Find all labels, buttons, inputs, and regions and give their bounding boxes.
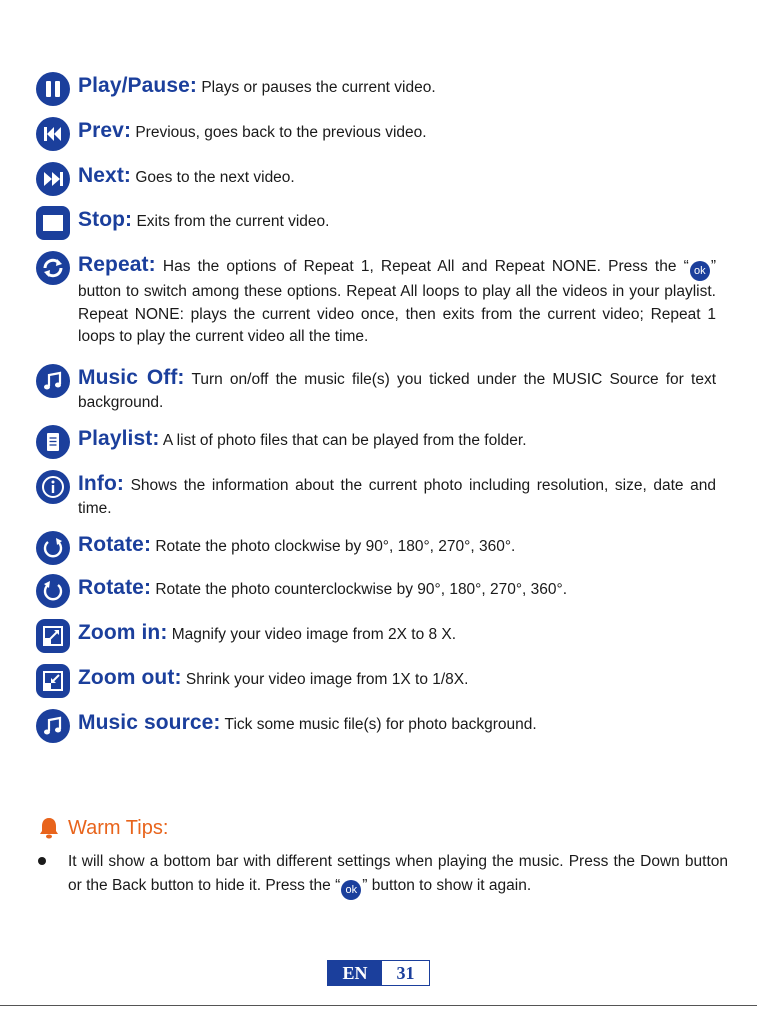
description: Goes to the next video.: [135, 169, 295, 186]
item-rotate-counterclockwise: [36, 574, 716, 602]
term: Stop:: [78, 208, 133, 231]
next-icon: [36, 162, 70, 196]
repeat-icon: [36, 251, 70, 285]
page-footer: [327, 960, 430, 986]
term: Music source:: [78, 711, 221, 734]
warm-tips-title: Warm Tips:: [68, 816, 169, 839]
term: Playlist:: [78, 427, 160, 450]
ok-button-icon: ok: [690, 261, 710, 281]
item-info: [36, 470, 716, 520]
description: Shrink your video image from 1X to 1/8X.: [185, 671, 469, 688]
term: Zoom in:: [78, 621, 168, 644]
info-icon: [36, 470, 70, 504]
playlist-icon: [36, 425, 70, 459]
term: Repeat:: [78, 253, 156, 276]
description: [78, 258, 716, 345]
description: Magnify your video image from 2X to 8 X.: [171, 626, 457, 643]
term: Next:: [78, 164, 132, 187]
music-off-icon: [36, 364, 70, 398]
item-prev: [36, 117, 716, 145]
rotate-ccw-icon: [36, 574, 70, 608]
description: Rotate the photo clockwise by 90°, 180°, 270°, 360°.: [155, 538, 516, 555]
item-next: [36, 162, 716, 190]
item-play-pause: [36, 72, 716, 100]
item-music-off: [36, 364, 716, 414]
bullet: [38, 857, 46, 865]
description: Tick some music file(s) for photo background.: [224, 716, 537, 733]
item-zoom-out: [36, 664, 716, 692]
term: Rotate:: [78, 533, 152, 556]
description: Plays or pauses the current video.: [201, 79, 436, 96]
zoom-out-icon: [36, 664, 70, 698]
bell-icon: [38, 816, 60, 840]
description: Exits from the current video.: [136, 213, 330, 230]
prev-icon: [36, 117, 70, 151]
description: Rotate the photo counterclockwise by 90°, 180°, 270°, 360°.: [155, 581, 568, 598]
item-repeat: [36, 251, 716, 349]
description-part: Has the options of Repeat 1, Repeat All and Repeat NONE. Press the “: [162, 258, 689, 275]
description: Previous, goes back to the previous video.: [135, 124, 427, 141]
music-source-icon: [36, 709, 70, 743]
item-zoom-in: [36, 619, 716, 647]
warm-tips-heading: [38, 816, 168, 840]
item-rotate-clockwise: [36, 531, 716, 559]
warm-tips-body: [38, 850, 728, 900]
language-label: EN: [328, 961, 382, 985]
term: Info:: [78, 472, 124, 495]
zoom-in-icon: [36, 619, 70, 653]
term: Play/Pause:: [78, 74, 197, 97]
description-part: ” button to switch among these options. Repeat All loops to play all the videos in your playlist. Repeat NONE: plays the current video once, then exits from the current video; Repeat 1 loops to play the current video all the time.: [78, 258, 716, 345]
page-number: 31: [382, 961, 429, 985]
term: Rotate:: [78, 576, 152, 599]
stop-icon: [36, 206, 70, 240]
item-stop: [36, 206, 716, 234]
bottom-divider: [0, 1005, 757, 1006]
tip-text-part: ” button to show it again.: [362, 877, 532, 894]
item-playlist: [36, 425, 716, 453]
ok-button-icon: ok: [341, 880, 361, 900]
item-music-source: [36, 709, 716, 737]
play-pause-icon: [36, 72, 70, 106]
term: Zoom out:: [78, 666, 182, 689]
term: Music Off:: [78, 366, 185, 389]
tip-text-part: It will show a bottom bar with different settings when playing the music. Press the Down button or the Back button to hide it. Press the “: [68, 853, 728, 894]
tip-text: [68, 850, 728, 900]
term: Prev:: [78, 119, 132, 142]
description: Shows the information about the current photo including resolution, size, date and time.: [78, 477, 716, 517]
description: Turn on/off the music file(s) you ticked under the MUSIC Source for text background.: [78, 371, 716, 411]
description: A list of photo files that can be played from the folder.: [162, 432, 527, 449]
rotate-cw-icon: [36, 531, 70, 565]
